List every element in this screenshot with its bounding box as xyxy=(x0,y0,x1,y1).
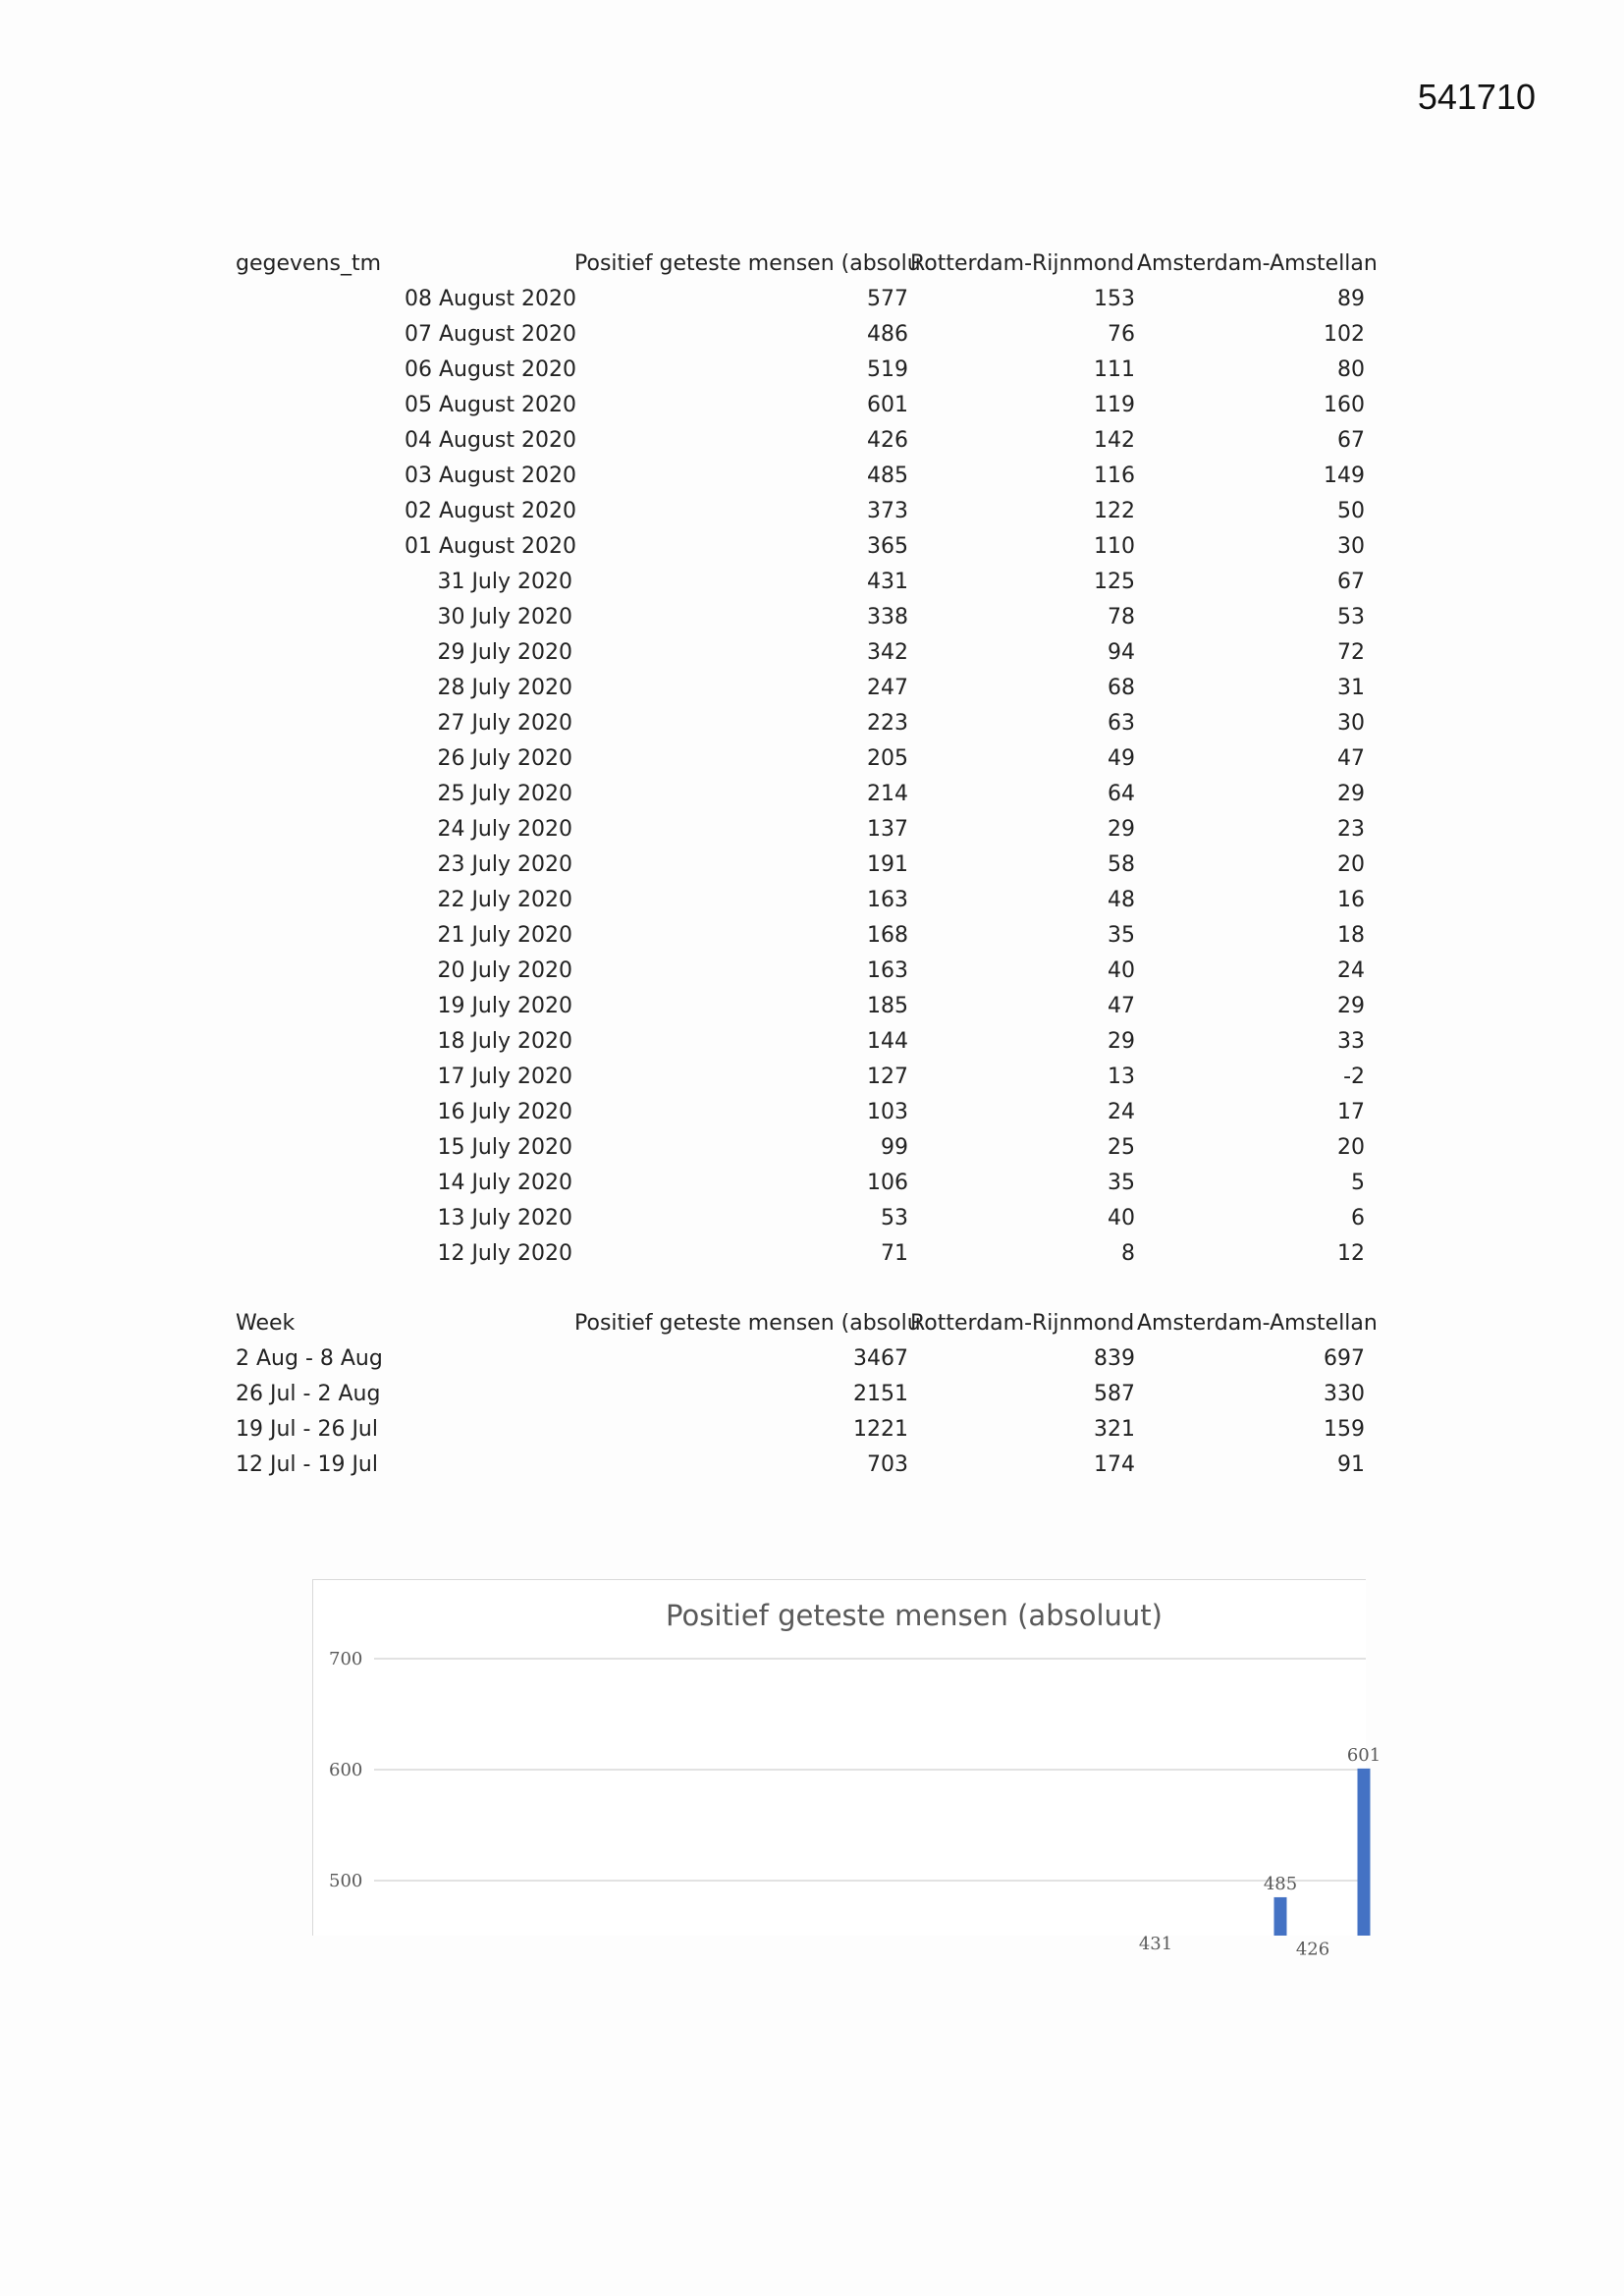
y-tick-label: 500 xyxy=(329,1871,363,1891)
table-cell: 08 August 2020 xyxy=(405,287,576,311)
header-cell: Rotterdam-Rijnmond xyxy=(910,1311,1135,1336)
table-cell: 519 xyxy=(867,357,908,382)
table-cell: 247 xyxy=(867,676,908,700)
daily-row xyxy=(236,883,1365,918)
daily-row xyxy=(236,1024,1365,1060)
table-cell: 03 August 2020 xyxy=(405,464,576,488)
table-cell xyxy=(405,1448,572,1483)
table-cell: 89 xyxy=(1337,287,1365,311)
table-cell: 160 xyxy=(1324,393,1365,417)
table-cell: 17 xyxy=(1337,1100,1365,1124)
table-cell xyxy=(236,706,405,741)
daily-table xyxy=(236,246,1378,1272)
daily-row xyxy=(236,706,1365,741)
bar-data-label: 426 xyxy=(1295,1939,1330,1960)
table-cell: 365 xyxy=(867,534,908,559)
weekly-row xyxy=(236,1412,1365,1448)
table-cell: 06 August 2020 xyxy=(405,357,576,382)
table-cell: 07 August 2020 xyxy=(405,322,576,347)
table-cell: 703 xyxy=(867,1452,908,1477)
table-cell: 321 xyxy=(1094,1417,1135,1442)
table-cell xyxy=(405,1341,572,1377)
table-cell: 23 July 2020 xyxy=(437,852,572,877)
table-cell: 71 xyxy=(881,1241,908,1266)
table-cell: 80 xyxy=(1337,357,1365,382)
table-cell: 159 xyxy=(1324,1417,1365,1442)
table-cell: 486 xyxy=(867,322,908,347)
table-cell: 31 xyxy=(1337,676,1365,700)
table-cell: 13 xyxy=(1108,1065,1135,1089)
table-cell: 68 xyxy=(1108,676,1135,700)
table-cell: 205 xyxy=(867,746,908,771)
table-cell: 94 xyxy=(1108,640,1135,665)
table-cell: 29 xyxy=(1108,817,1135,842)
table-cell: 05 August 2020 xyxy=(405,393,576,417)
daily-row xyxy=(236,565,1365,600)
table-cell: 58 xyxy=(1108,852,1135,877)
table-cell: 30 xyxy=(1337,711,1365,736)
table-cell: 30 July 2020 xyxy=(437,605,572,629)
page-number: 541710 xyxy=(1417,77,1536,117)
table-cell: 6 xyxy=(1351,1206,1365,1230)
table-cell: 577 xyxy=(867,287,908,311)
table-cell: 40 xyxy=(1108,958,1135,983)
table-cell: 67 xyxy=(1337,428,1365,453)
table-cell: 14 July 2020 xyxy=(437,1171,572,1195)
table-cell: 25 xyxy=(1108,1135,1135,1160)
table-cell: 13 July 2020 xyxy=(437,1206,572,1230)
table-cell xyxy=(236,1236,405,1272)
daily-row xyxy=(236,1236,1365,1272)
table-cell: 149 xyxy=(1324,464,1365,488)
table-cell xyxy=(236,635,405,671)
table-cell: 31 July 2020 xyxy=(437,570,572,594)
table-cell xyxy=(236,883,405,918)
table-cell: 47 xyxy=(1108,994,1135,1018)
daily-row xyxy=(236,317,1365,353)
table-cell: 214 xyxy=(867,782,908,806)
daily-row xyxy=(236,423,1365,459)
table-cell: 168 xyxy=(867,923,908,948)
table-cell: 29 xyxy=(1337,994,1365,1018)
table-cell: 185 xyxy=(867,994,908,1018)
table-cell: 53 xyxy=(881,1206,908,1230)
table-cell: 99 xyxy=(881,1135,908,1160)
table-cell: 119 xyxy=(1094,393,1135,417)
table-cell: 21 July 2020 xyxy=(437,923,572,948)
bar-data-label: 485 xyxy=(1263,1873,1298,1894)
chart-bar xyxy=(1274,1897,1287,1936)
table-cell: 24 xyxy=(1108,1100,1135,1124)
table-cell: 127 xyxy=(867,1065,908,1089)
table-cell: 53 xyxy=(1337,605,1365,629)
table-cell xyxy=(236,1130,405,1166)
daily-row xyxy=(236,353,1365,388)
table-cell: 191 xyxy=(867,852,908,877)
table-cell: 33 xyxy=(1337,1029,1365,1054)
chart-bar xyxy=(1358,1769,1371,1936)
y-tick-label: 700 xyxy=(329,1649,363,1669)
daily-row xyxy=(236,282,1365,317)
table-cell: 49 xyxy=(1108,746,1135,771)
table-cell: 153 xyxy=(1094,287,1135,311)
table-cell: 29 xyxy=(1337,782,1365,806)
table-cell: 12 Jul - 19 Jul xyxy=(236,1452,378,1477)
table-cell: 12 July 2020 xyxy=(437,1241,572,1266)
table-cell: 163 xyxy=(867,958,908,983)
table-cell: 144 xyxy=(867,1029,908,1054)
table-cell xyxy=(236,600,405,635)
daily-row xyxy=(236,954,1365,989)
header-cell: Amsterdam-Amstellan xyxy=(1137,251,1378,276)
chart-svg xyxy=(313,1580,1381,1960)
table-cell: 103 xyxy=(867,1100,908,1124)
table-cell: 426 xyxy=(867,428,908,453)
table-cell: 12 xyxy=(1337,1241,1365,1266)
table-cell: 35 xyxy=(1108,1171,1135,1195)
table-cell xyxy=(236,353,405,388)
table-cell: 63 xyxy=(1108,711,1135,736)
daily-row xyxy=(236,600,1365,635)
table-cell: 48 xyxy=(1108,888,1135,912)
header-cell: Rotterdam-Rijnmond xyxy=(910,251,1135,276)
bar-data-label: 431 xyxy=(1138,1933,1173,1954)
header-cell xyxy=(405,246,572,282)
weekly-row xyxy=(236,1341,1365,1377)
table-cell: 35 xyxy=(1108,923,1135,948)
table-cell: 15 July 2020 xyxy=(437,1135,572,1160)
table-cell: 23 xyxy=(1337,817,1365,842)
table-cell: 485 xyxy=(867,464,908,488)
daily-row xyxy=(236,918,1365,954)
table-cell xyxy=(236,423,405,459)
daily-row xyxy=(236,1095,1365,1130)
table-cell: 431 xyxy=(867,570,908,594)
daily-row xyxy=(236,494,1365,529)
daily-row xyxy=(236,459,1365,494)
table-cell xyxy=(236,847,405,883)
table-cell: 01 August 2020 xyxy=(405,534,576,559)
table-cell xyxy=(236,954,405,989)
table-cell: 19 Jul - 26 Jul xyxy=(236,1417,378,1442)
table-cell: 26 July 2020 xyxy=(437,746,572,771)
daily-row xyxy=(236,388,1365,423)
table-cell: 223 xyxy=(867,711,908,736)
weekly-row xyxy=(236,1448,1365,1483)
table-cell: 2151 xyxy=(853,1382,908,1406)
table-cell: 601 xyxy=(867,393,908,417)
header-cell: Positief geteste mensen (absolu xyxy=(574,251,921,276)
table-cell: 20 July 2020 xyxy=(437,958,572,983)
table-cell xyxy=(405,1377,572,1412)
table-cell xyxy=(236,812,405,847)
daily-row xyxy=(236,1060,1365,1095)
table-cell xyxy=(236,989,405,1024)
table-cell: 78 xyxy=(1108,605,1135,629)
table-cell: 67 xyxy=(1337,570,1365,594)
table-cell xyxy=(236,1024,405,1060)
daily-row xyxy=(236,671,1365,706)
daily-row xyxy=(236,529,1365,565)
table-cell: 20 xyxy=(1337,852,1365,877)
table-cell xyxy=(236,671,405,706)
daily-row xyxy=(236,741,1365,777)
table-cell: 26 Jul - 2 Aug xyxy=(236,1382,381,1406)
weekly-table xyxy=(236,1306,1378,1483)
table-cell: 16 xyxy=(1337,888,1365,912)
table-cell: 111 xyxy=(1094,357,1135,382)
table-cell xyxy=(236,459,405,494)
table-header-row xyxy=(236,1306,1378,1341)
table-cell: 697 xyxy=(1324,1346,1365,1371)
daily-row xyxy=(236,777,1365,812)
table-cell: 587 xyxy=(1094,1382,1135,1406)
table-cell xyxy=(405,1412,572,1448)
daily-row xyxy=(236,1166,1365,1201)
table-cell: 122 xyxy=(1094,499,1135,523)
table-cell: 18 July 2020 xyxy=(437,1029,572,1054)
table-cell: 28 July 2020 xyxy=(437,676,572,700)
bar-data-label: 601 xyxy=(1346,1744,1381,1766)
table-cell: 29 July 2020 xyxy=(437,640,572,665)
table-cell: 110 xyxy=(1094,534,1135,559)
table-cell xyxy=(236,317,405,353)
header-cell: Amsterdam-Amstellan xyxy=(1137,1311,1378,1336)
table-cell: 142 xyxy=(1094,428,1135,453)
header-cell xyxy=(405,1306,572,1341)
table-cell: 16 July 2020 xyxy=(437,1100,572,1124)
table-cell: 17 July 2020 xyxy=(437,1065,572,1089)
table-cell: 27 July 2020 xyxy=(437,711,572,736)
table-cell xyxy=(236,1060,405,1095)
header-cell: Positief geteste mensen (absolu xyxy=(574,1311,921,1336)
table-cell: 40 xyxy=(1108,1206,1135,1230)
table-cell: 91 xyxy=(1337,1452,1365,1477)
table-cell: 18 xyxy=(1337,923,1365,948)
header-cell: gegevens_tm xyxy=(236,251,382,276)
table-cell: 02 August 2020 xyxy=(405,499,576,523)
header-cell: Week xyxy=(236,1311,296,1336)
table-cell: 22 July 2020 xyxy=(437,888,572,912)
table-cell: 342 xyxy=(867,640,908,665)
table-cell: 106 xyxy=(867,1171,908,1195)
table-cell: 839 xyxy=(1094,1346,1135,1371)
table-cell xyxy=(236,494,405,529)
daily-row xyxy=(236,847,1365,883)
table-cell: 47 xyxy=(1337,746,1365,771)
table-cell: 137 xyxy=(867,817,908,842)
table-cell: 72 xyxy=(1337,640,1365,665)
table-cell: 76 xyxy=(1108,322,1135,347)
table-cell: -2 xyxy=(1343,1065,1365,1089)
daily-row xyxy=(236,1201,1365,1236)
table-cell: 330 xyxy=(1324,1382,1365,1406)
table-cell xyxy=(236,741,405,777)
table-cell xyxy=(236,565,405,600)
table-cell xyxy=(236,529,405,565)
table-cell: 25 July 2020 xyxy=(437,782,572,806)
table-cell: 30 xyxy=(1337,534,1365,559)
table-cell: 24 July 2020 xyxy=(437,817,572,842)
bar-chart xyxy=(312,1579,1381,1960)
table-cell xyxy=(236,1095,405,1130)
table-cell: 373 xyxy=(867,499,908,523)
daily-row xyxy=(236,989,1365,1024)
table-cell: 19 July 2020 xyxy=(437,994,572,1018)
table-cell: 04 August 2020 xyxy=(405,428,576,453)
y-tick-label: 600 xyxy=(329,1760,363,1780)
daily-row xyxy=(236,812,1365,847)
table-cell: 116 xyxy=(1094,464,1135,488)
table-cell: 2 Aug - 8 Aug xyxy=(236,1346,383,1371)
table-cell: 5 xyxy=(1351,1171,1365,1195)
table-cell xyxy=(236,1166,405,1201)
table-cell: 174 xyxy=(1094,1452,1135,1477)
table-cell: 163 xyxy=(867,888,908,912)
daily-row xyxy=(236,635,1365,671)
table-cell: 29 xyxy=(1108,1029,1135,1054)
table-cell xyxy=(236,388,405,423)
weekly-row xyxy=(236,1377,1365,1412)
table-cell: 125 xyxy=(1094,570,1135,594)
table-cell xyxy=(236,777,405,812)
daily-row xyxy=(236,1130,1365,1166)
table-cell xyxy=(236,282,405,317)
table-cell: 338 xyxy=(867,605,908,629)
table-cell xyxy=(236,918,405,954)
table-header-row xyxy=(236,246,1378,282)
table-cell xyxy=(236,1201,405,1236)
table-cell: 50 xyxy=(1337,499,1365,523)
table-cell: 20 xyxy=(1337,1135,1365,1160)
table-cell: 102 xyxy=(1324,322,1365,347)
table-cell: 24 xyxy=(1337,958,1365,983)
chart-title: Positief geteste mensen (absoluut) xyxy=(666,1599,1163,1632)
table-cell: 64 xyxy=(1108,782,1135,806)
table-cell: 1221 xyxy=(853,1417,908,1442)
table-cell: 3467 xyxy=(853,1346,908,1371)
table-cell: 8 xyxy=(1121,1241,1135,1266)
